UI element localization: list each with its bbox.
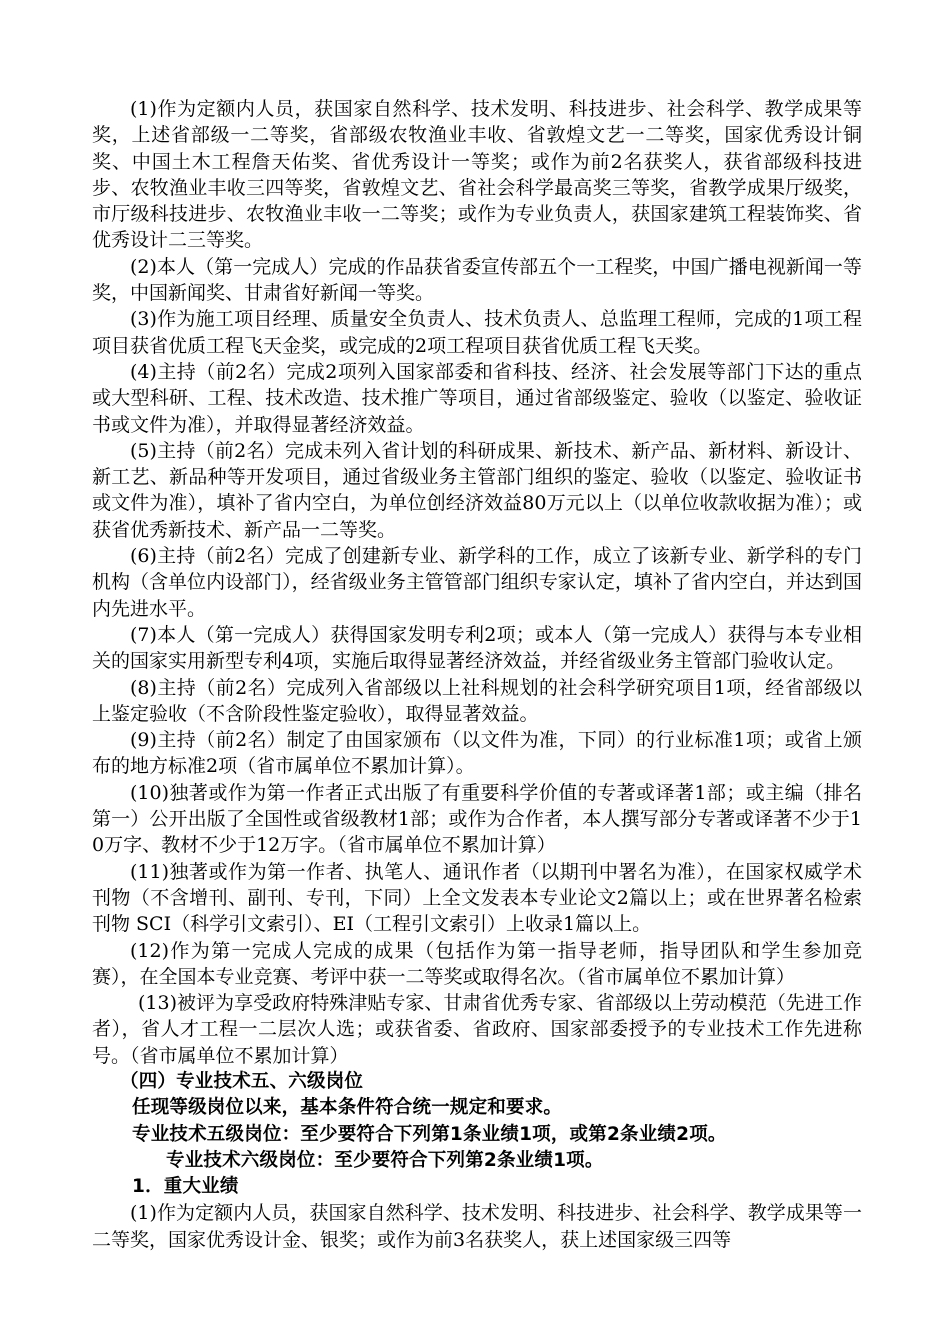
paragraph-7: (7)本人（第一完成人）获得国家发明专利2项；或本人（第一完成人）获得与本专业相关的国家实用新型专利4项，实施后取得显著经济效益，并经省级业务主管部门验收认定。 <box>92 623 862 673</box>
final-paragraph: (1)作为定额内人员，获国家自然科学、技术发明、科技进步、社会科学、教学成果等一二等奖，国家优秀设计金、银奖；或作为前3名获奖人，获上述国家级三四等 <box>92 1202 862 1251</box>
level6-requirement: 专业技术六级岗位：至少要符合下列第2条业绩1项。 <box>166 1149 604 1171</box>
level5-requirement: 专业技术五级岗位：至少要符合下列第1条业绩1项，或第2条业绩2项。 <box>132 1123 727 1145</box>
paragraph-13: (13)被评为享受政府特殊津贴专家、甘肃省优秀专家、省部级以上劳动模范（先进工作者），省人才工程一二层次人选；或获省委、省政府、国家部委授予的专业技术工作先进称号。（省市属单位不累加计算） <box>92 992 862 1067</box>
document-body <box>92 96 862 1253</box>
basic-condition: 任现等级岗位以来，基本条件符合统一规定和要求。 <box>132 1097 563 1119</box>
section-heading: （四）专业技术五、六级岗位 <box>120 1070 364 1092</box>
paragraph-4: (4)主持（前2名）完成2项列入国家部委和省科技、经济、社会发展等部门下达的重点或大型科研、工程、技术改造、技术推广等项目，通过省部级鉴定、验收（以鉴定、验收证书或文件为准），并取得显著经济效益。 <box>92 360 862 436</box>
paragraph-10: (10)独著或作为第一作者正式出版了有重要科学价值的专著或译著1部；或主编（排名第一）公开出版了全国性或省级教材1部；或作为合作者，本人撰写部分专著或译著不少于10万字、教材不少于12万字。（省市属单位不累加计算） <box>92 781 862 857</box>
subsection-heading: 1．重大业绩 <box>132 1176 239 1198</box>
paragraph-5: (5)主持（前2名）完成未列入省计划的科研成果、新技术、新产品、新材料、新设计、新工艺、新品种等开发项目，通过省级业务主管部门组织的鉴定、验收（以鉴定、验收证书或文件为准），填补了省内空白，为单位创经济效益80万元以上（以单位收款收据为准）；或获省优秀新技术、新产品一二等奖。 <box>92 439 862 541</box>
paragraph-8: (8)主持（前2名）完成列入省部级以上社科规划的社会科学研究项目1项，经省部级以上鉴定验收（不含阶段性鉴定验收），取得显著效益。 <box>92 676 862 725</box>
paragraph-12: (12)作为第一完成人完成的成果（包括作为第一指导老师，指导团队和学生参加竞赛），在全国本专业竞赛、考评中获一二等奖或取得名次。（省市属单位不累加计算） <box>92 939 862 988</box>
paragraph-9: (9)主持（前2名）制定了由国家颁布（以文件为准，下同）的行业标准1项；或省上颁布的地方标准2项（省市属单位不累加计算）。 <box>92 729 862 778</box>
paragraph-6: (6)主持（前2名）完成了创建新专业、新学科的工作，成立了该新专业、新学科的专门机构（含单位内设部门），经省级业务主管管部门组织专家认定，填补了省内空白，并达到国内先进水平。 <box>92 545 862 620</box>
paragraph-1: (1)作为定额内人员，获国家自然科学、技术发明、科技进步、社会科学、教学成果等奖，上述省部级一二等奖，省部级农牧渔业丰收、省敦煌文艺一二等奖，国家优秀设计铜奖、中国土木工程詹天佑奖、省优秀设计一等奖；或作为前2名获奖人，获省部级科技进步、农牧渔业丰收三四等奖，省敦煌文艺、省社会科学最高奖三等奖，省教学成果厅级奖，市厅级科技进步、农牧渔业丰收一二等奖；或作为专业负责人，获国家建筑工程装饰奖、省优秀设计二三等奖。 <box>92 98 862 252</box>
paragraph-11: (11)独著或作为第一作者、执笔人、通讯作者（以期刊中署名为准），在国家权威学术刊物（不含增刊、副刊、专刊，下同）上全文发表本专业论文2篇以上；或在世界著名检索刊物 SCI（科学引文索引）、EI（工程引文索引）上收录1篇以上。 <box>92 860 862 936</box>
paragraph-2: (2)本人（第一完成人）完成的作品获省委宣传部五个一工程奖，中国广播电视新闻一等奖，中国新闻奖、甘肃省好新闻一等奖。 <box>92 255 862 305</box>
paragraph-3: (3)作为施工项目经理、质量安全负责人、技术负责人、总监理工程师，完成的1项工程项目获省优质工程飞天金奖，或完成的2项工程项目获省优质工程飞天奖。 <box>92 308 862 357</box>
